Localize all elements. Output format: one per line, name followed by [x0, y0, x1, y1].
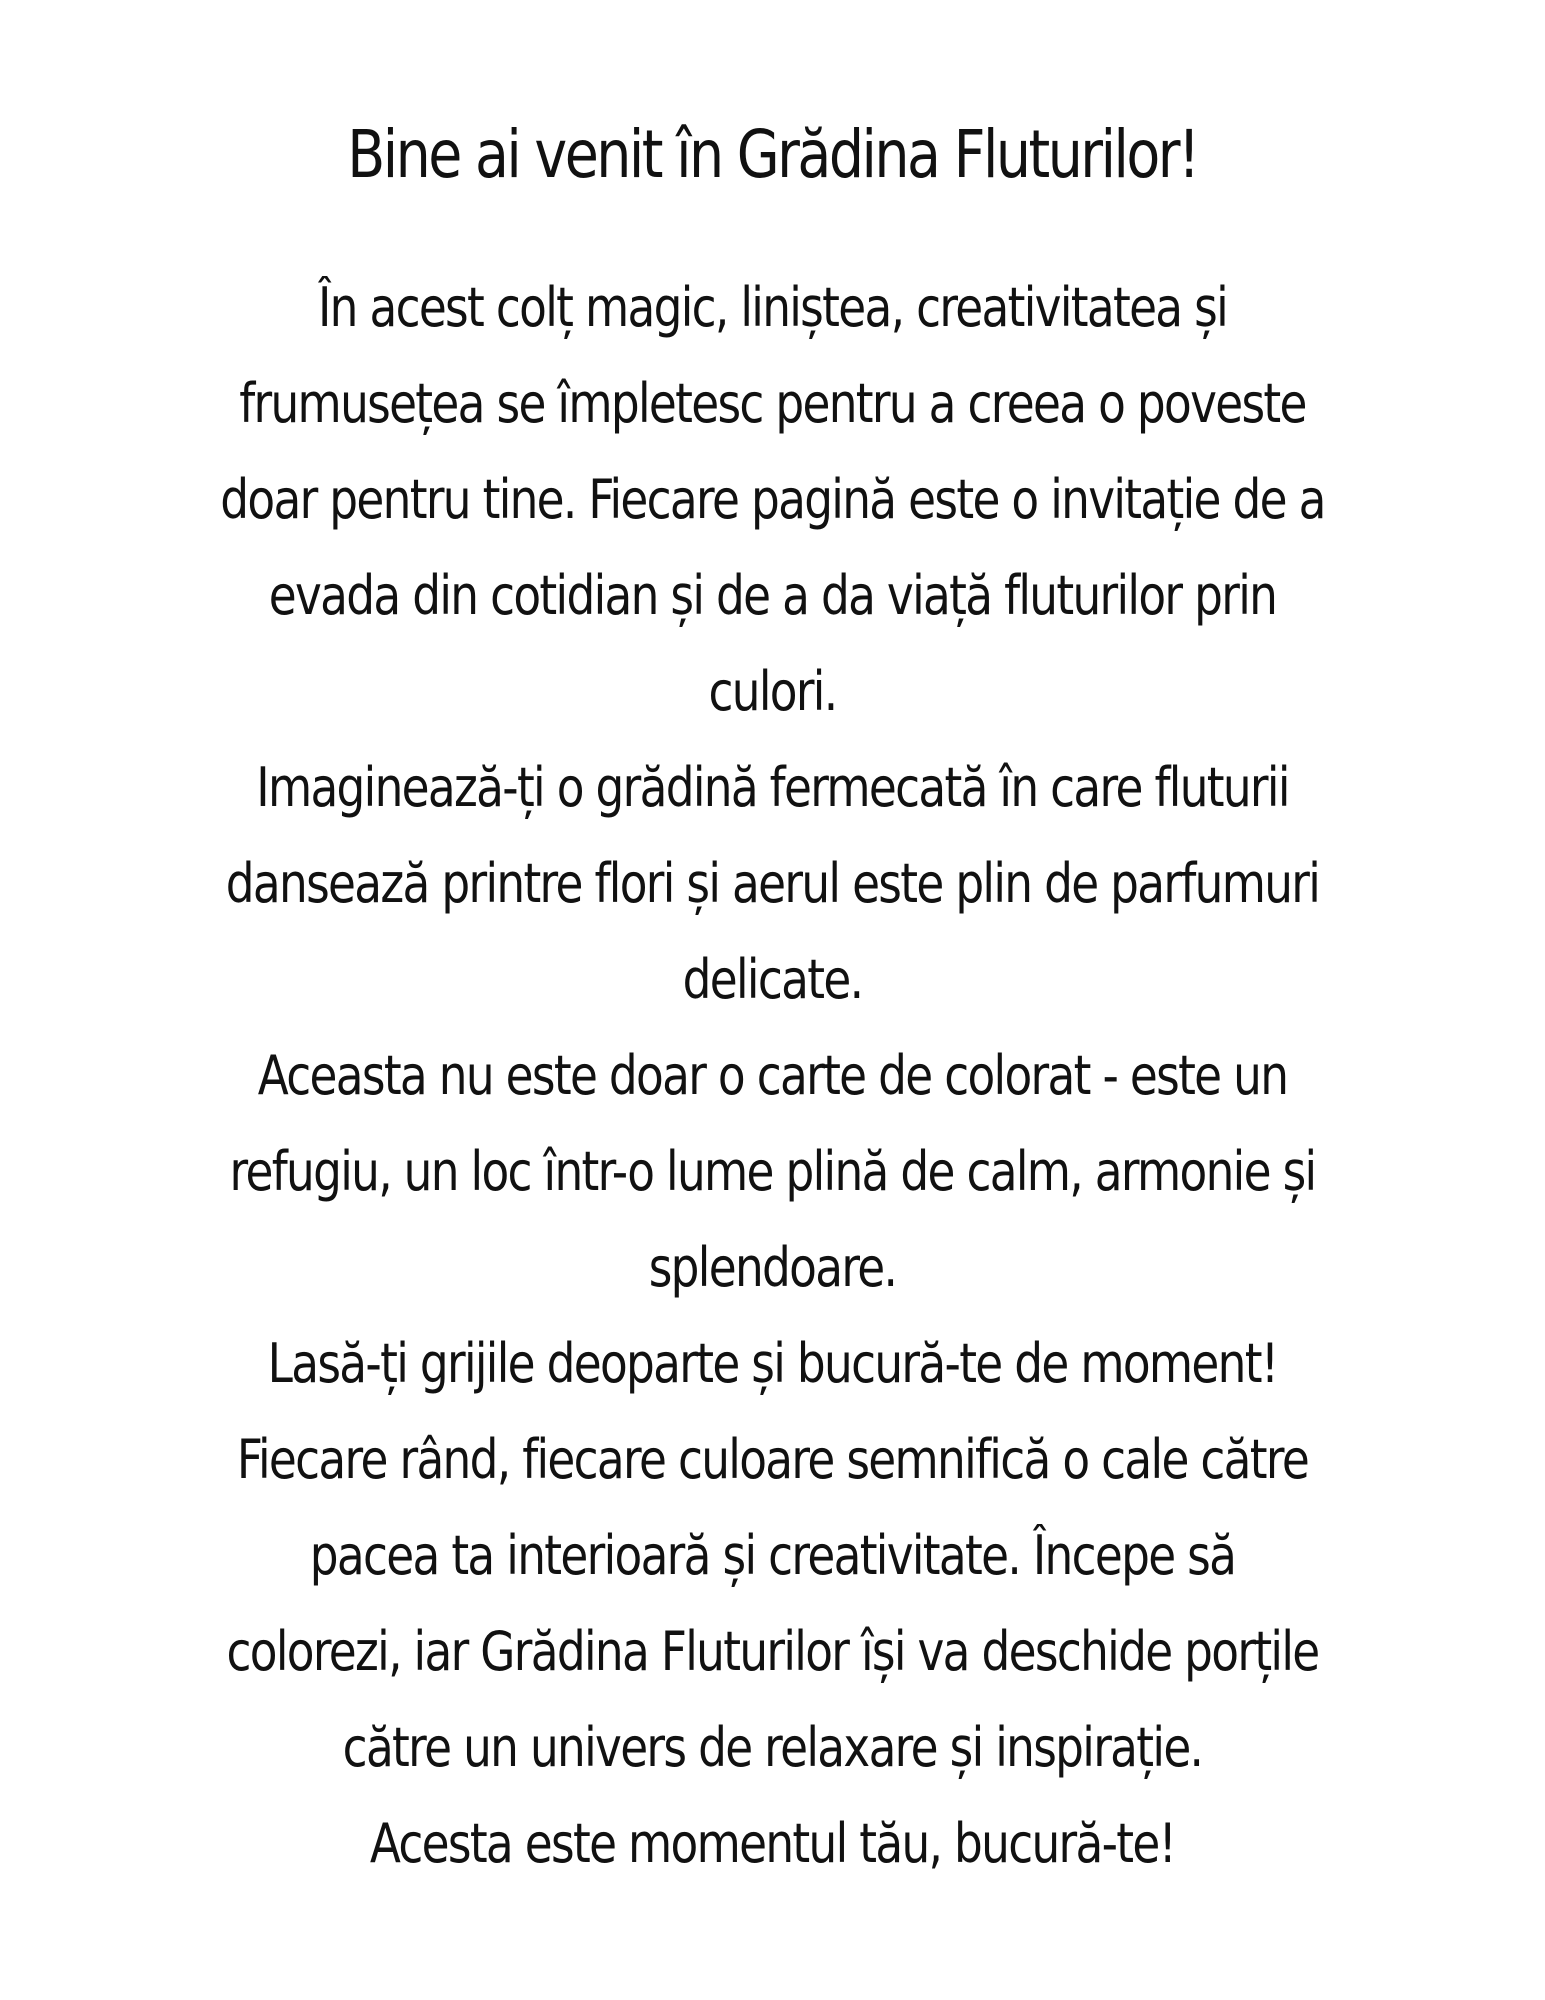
- page-title: Bine ai venit în Grădina Fluturilor!: [347, 116, 1198, 193]
- text-line: Lasă-ți grijile deoparte și bucură-te de moment!: [267, 1332, 1278, 1395]
- text-line: Imaginează-ți o grădină fermecată în care fluturii: [256, 756, 1289, 819]
- text-line: pacea ta interioară și creativitate. Începe să: [309, 1524, 1236, 1587]
- text-line: dansează printre flori și aerul este plin de parfumuri: [225, 852, 1320, 915]
- text-line: evada din cotidian și de a da viață fluturilor prin: [268, 564, 1277, 627]
- text-line: către un univers de relaxare și inspirație.: [342, 1716, 1203, 1779]
- body-text: [0, 260, 1545, 1892]
- text-line: colorezi, iar Grădina Fluturilor își va deschide porțile: [226, 1620, 1319, 1683]
- text-line: Fiecare rând, fiecare culoare semnifică o cale către: [236, 1428, 1309, 1491]
- text-line: refugiu, un loc într-o lume plină de calm, armonie și: [229, 1140, 1316, 1203]
- text-line: doar pentru tine. Fiecare pagină este o invitație de a: [220, 468, 1325, 531]
- text-line: Acesta este momentul tău, bucură-te!: [369, 1812, 1176, 1875]
- text-line: culori.: [708, 660, 837, 723]
- text-line: splendoare.: [648, 1236, 897, 1299]
- text-line: frumusețea se împletesc pentru a creea o poveste: [239, 372, 1306, 435]
- text-line: În acest colț magic, liniștea, creativitatea și: [317, 276, 1228, 339]
- text-line: delicate.: [682, 948, 863, 1011]
- text-line: Aceasta nu este doar o carte de colorat - este un: [257, 1044, 1288, 1107]
